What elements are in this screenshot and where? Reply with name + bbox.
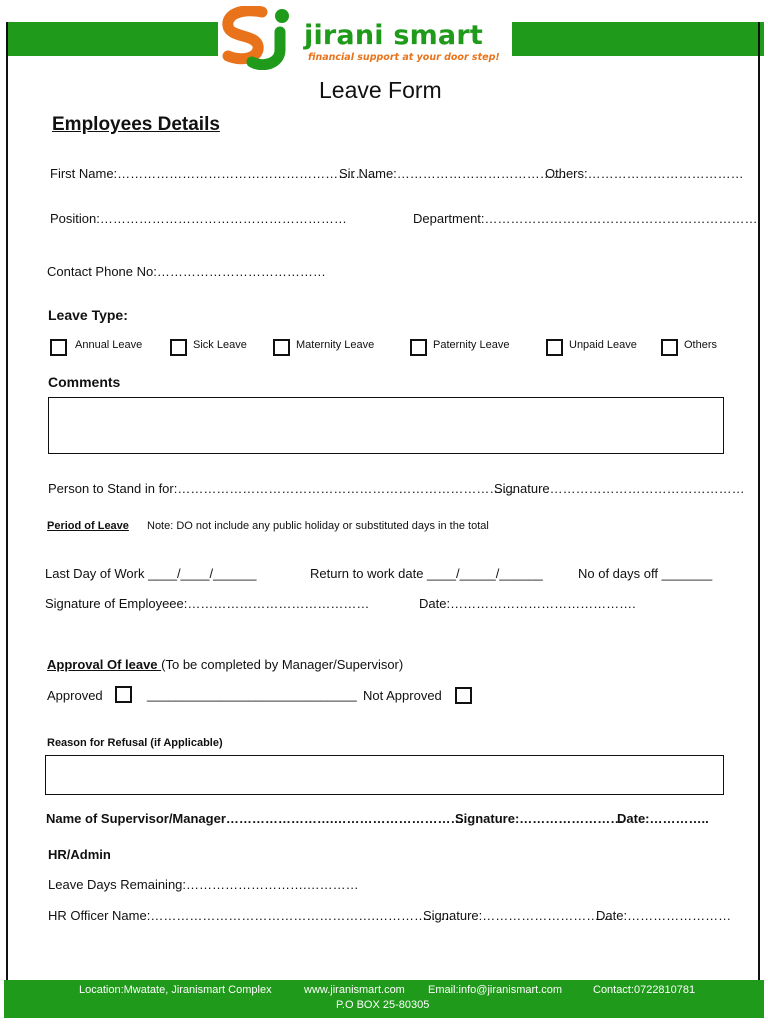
approval-heading: [47, 657, 403, 672]
contact-phone-field[interactable]: Contact Phone No:…………………………………: [47, 264, 326, 279]
approval-signature-line[interactable]: _____________________________: [147, 687, 357, 702]
footer: [4, 980, 764, 1018]
sick-leave-checkbox[interactable]: [170, 339, 187, 356]
hr-officer-name-field[interactable]: HR Officer Name:…………………………………………….………………: [48, 908, 453, 923]
hr-signature-field[interactable]: Signature:…………………………: [423, 908, 613, 923]
leave-days-remaining-field[interactable]: Leave Days Remaining:……………………….…………: [48, 877, 359, 892]
maternity-leave-checkbox[interactable]: [273, 339, 290, 356]
brand-tagline: financial support at your door step!: [308, 52, 500, 63]
period-note: Note: DO not include any public holiday or substituted days in the total: [147, 520, 489, 532]
department-field[interactable]: Department:………………………………………………………: [413, 211, 758, 226]
reason-for-refusal-box[interactable]: [45, 755, 724, 795]
paternity-leave-checkbox[interactable]: [410, 339, 427, 356]
comments-box[interactable]: [48, 397, 724, 454]
footer-contact: Contact:0722810781: [593, 984, 696, 996]
approval-subtitle: (To be completed by Manager/Supervisor): [161, 657, 404, 672]
position-field[interactable]: Position:…………………………………………………: [50, 211, 347, 226]
first-name-field[interactable]: First Name:……………………………………………………: [50, 166, 378, 181]
annual-leave-label: Annual Leave: [75, 339, 143, 351]
sir-name-field[interactable]: Sir Name:…………………………………: [339, 166, 566, 181]
reason-for-refusal-label: Reason for Refusal (if Applicable): [47, 737, 223, 749]
logo-mark-icon: [222, 6, 300, 70]
approval-heading-label: Approval Of leave: [47, 657, 162, 672]
not-approved-checkbox[interactable]: [455, 687, 472, 704]
paternity-leave-label: Paternity Leave: [433, 339, 510, 351]
annual-leave-checkbox[interactable]: [50, 339, 67, 356]
brand-name: jirani smart: [304, 20, 483, 51]
hr-admin-heading: HR/Admin: [48, 847, 111, 862]
maternity-leave-label: Maternity Leave: [296, 339, 375, 351]
page-title: Leave Form: [319, 77, 442, 103]
period-of-leave-heading: Period of Leave: [47, 520, 129, 532]
footer-website[interactable]: www.jiranismart.com: [304, 984, 405, 996]
not-approved-label: Not Approved: [363, 688, 442, 703]
unpaid-leave-label: Unpaid Leave: [569, 339, 637, 351]
comments-heading: Comments: [48, 374, 121, 390]
hr-date-field[interactable]: Date:……………………: [596, 908, 732, 923]
employees-details-heading: Employees Details: [52, 114, 220, 135]
leave-type-heading: Leave Type:: [48, 307, 128, 323]
others-leave-checkbox[interactable]: [661, 339, 678, 356]
footer-email[interactable]: Email:info@jiranismart.com: [428, 984, 563, 996]
employee-signature-field[interactable]: Signature of Employeee:……………………………………: [45, 596, 370, 611]
stand-in-field[interactable]: Person to Stand in for:……………………………………………………………………: [48, 481, 516, 496]
others-leave-label: Others: [684, 339, 718, 351]
unpaid-leave-checkbox[interactable]: [546, 339, 563, 356]
employee-date-field[interactable]: Date:…………………………………….: [419, 596, 636, 611]
footer-po-box: P.O BOX 25-80305: [336, 999, 430, 1011]
approved-checkbox[interactable]: [115, 686, 132, 703]
supervisor-date-field[interactable]: Date:…………..: [617, 811, 709, 826]
others-name-field[interactable]: Others:………………………………: [545, 166, 744, 181]
last-day-of-work-field[interactable]: Last Day of Work ____/____/______: [45, 566, 257, 581]
supervisor-signature-field[interactable]: Signature:……………………: [455, 811, 624, 826]
return-to-work-field[interactable]: Return to work date ____/_____/______: [310, 566, 543, 581]
stand-in-signature-field[interactable]: Signature………………………………………: [494, 481, 745, 496]
approved-label: Approved: [47, 688, 103, 703]
supervisor-name-field[interactable]: Name of Supervisor/Manager…………………….………………………….: [46, 811, 468, 826]
days-off-field[interactable]: No of days off _______: [578, 566, 713, 581]
sick-leave-label: Sick Leave: [193, 339, 247, 351]
footer-location: Location:Mwatate, Jiranismart Complex: [79, 984, 272, 996]
